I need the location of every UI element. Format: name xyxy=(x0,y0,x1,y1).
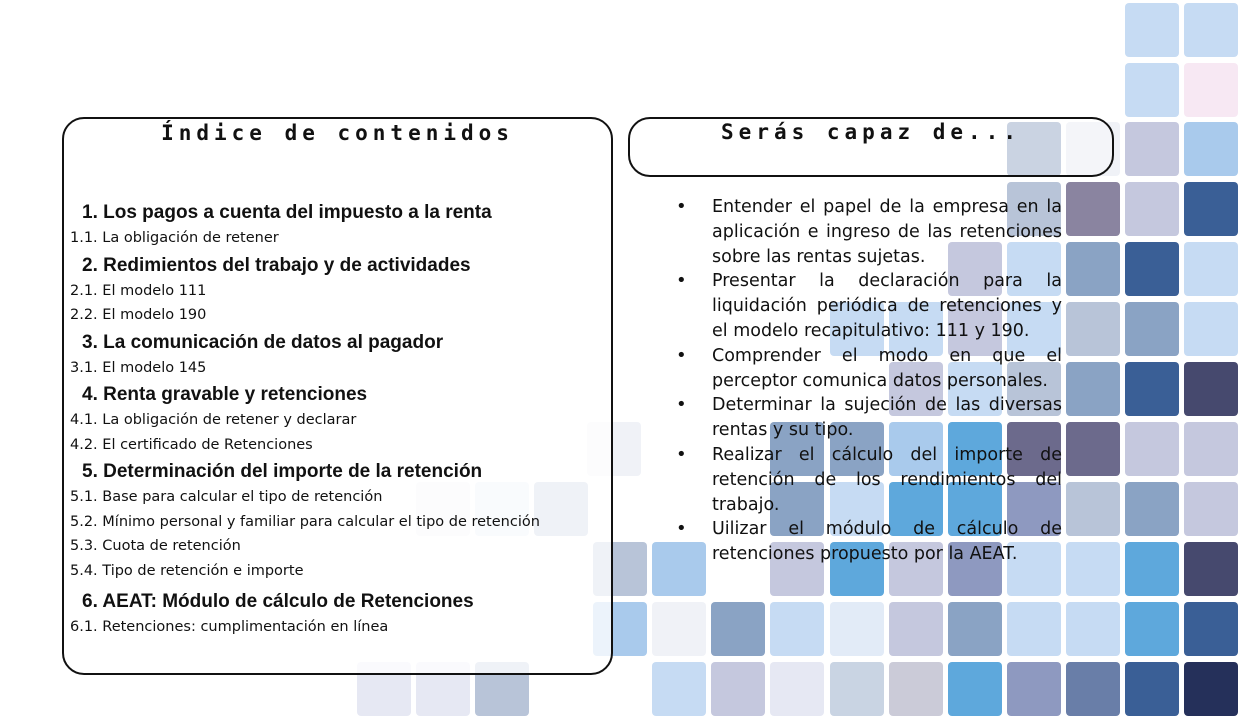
decorative-tile xyxy=(1066,482,1120,536)
decorative-tile xyxy=(652,662,706,716)
decorative-tile xyxy=(1184,542,1238,596)
decorative-tile xyxy=(711,662,765,716)
toc-section xyxy=(70,589,610,640)
toc-section xyxy=(70,330,610,381)
decorative-tile xyxy=(1007,602,1061,656)
decorative-tile xyxy=(1066,602,1120,656)
decorative-tile xyxy=(1125,422,1179,476)
decorative-tile xyxy=(1184,662,1238,716)
decorative-tile xyxy=(1184,242,1238,296)
goals-heading-panel xyxy=(628,117,1114,177)
decorative-tile xyxy=(830,662,884,716)
decorative-tile xyxy=(1066,242,1120,296)
decorative-tile xyxy=(1125,602,1179,656)
decorative-tile xyxy=(1184,422,1238,476)
decorative-tile xyxy=(1184,482,1238,536)
decorative-tile xyxy=(770,662,824,716)
decorative-tile xyxy=(1125,63,1179,117)
toc-subitem: 2.2. El modelo 190 xyxy=(70,307,207,323)
toc-section-title: 4. Renta gravable y retenciones xyxy=(82,384,368,405)
toc-subitem: 5.3. Cuota de retención xyxy=(70,538,241,554)
decorative-tile xyxy=(889,662,943,716)
decorative-tile xyxy=(1066,542,1120,596)
goal-item: • Realizar el cálculo del importe de retención de los rendimientos del trabajo. xyxy=(672,443,1062,517)
decorative-tile xyxy=(711,602,765,656)
goal-item: • Entender el papel de la empresa en la aplicación e ingreso de las retenciones sobre las rentas sujetas. xyxy=(672,195,1062,269)
toc-section-title: 1. Los pagos a cuenta del impuesto a la renta xyxy=(82,202,492,223)
decorative-tile xyxy=(889,602,943,656)
toc-list xyxy=(70,200,610,640)
decorative-tile xyxy=(1125,182,1179,236)
toc-section xyxy=(70,253,610,328)
decorative-tile xyxy=(1184,362,1238,416)
toc-subitem: 5.2. Mínimo personal y familiar para calcular el tipo de retención xyxy=(70,513,540,530)
goal-item: • Presentar la declaración para la liquidación periódica de retenciones y el modelo recapitulativo: 111 y 190. xyxy=(672,269,1062,343)
decorative-tile xyxy=(1184,122,1238,176)
toc-section xyxy=(70,459,610,583)
toc-subitem: 4.2. El certificado de Retenciones xyxy=(70,436,313,453)
decorative-tile xyxy=(1125,362,1179,416)
toc-subitem: 4.1. La obligación de retener y declarar xyxy=(70,412,357,428)
decorative-tile xyxy=(1184,3,1238,57)
decorative-tile xyxy=(770,602,824,656)
decorative-tile xyxy=(1125,302,1179,356)
decorative-tile xyxy=(948,602,1002,656)
goal-item: • Determinar la sujeción de las diversas rentas y su tipo. xyxy=(672,393,1062,443)
decorative-tile xyxy=(1125,482,1179,536)
toc-section-title: 3. La comunicación de datos al pagador xyxy=(82,331,444,353)
decorative-tile xyxy=(1125,662,1179,716)
decorative-tile xyxy=(1066,362,1120,416)
toc-section xyxy=(70,382,610,457)
decorative-tile xyxy=(1125,122,1179,176)
toc-heading: Índice de contenidos xyxy=(161,121,514,145)
decorative-tile xyxy=(1184,602,1238,656)
decorative-tile xyxy=(1184,182,1238,236)
toc-section xyxy=(70,200,610,251)
decorative-tile xyxy=(1125,542,1179,596)
decorative-tile xyxy=(652,602,706,656)
toc-subitem: 5.1. Base para calcular el tipo de retención xyxy=(70,489,383,505)
toc-subitem: 2.1. El modelo 111 xyxy=(70,282,207,299)
goals-list xyxy=(672,195,1062,567)
goal-item: • Uilizar el módulo de cálculo de retenciones propuesto por la AEAT. xyxy=(672,517,1062,567)
goals-heading: Serás capaz de... xyxy=(721,120,1021,144)
decorative-tile xyxy=(1066,422,1120,476)
decorative-tile xyxy=(1066,182,1120,236)
toc-section-title: 2. Redimientos del trabajo y de actividades xyxy=(82,254,471,276)
toc-section-title: 6. AEAT: Módulo de cálculo de Retenciones xyxy=(82,591,474,612)
decorative-tile xyxy=(948,662,1002,716)
decorative-tile xyxy=(830,602,884,656)
decorative-tile xyxy=(1184,63,1238,117)
toc-subitem: 5.4. Tipo de retención e importe xyxy=(70,562,304,579)
goal-item: • Comprender el modo en que el perceptor comunica datos personales. xyxy=(672,344,1062,394)
toc-subitem: 6.1. Retenciones: cumplimentación en línea xyxy=(70,619,389,635)
decorative-tile xyxy=(1125,242,1179,296)
toc-subitem: 1.1. La obligación de retener xyxy=(70,230,279,246)
decorative-tile xyxy=(1066,302,1120,356)
decorative-tile xyxy=(1007,662,1061,716)
decorative-tile xyxy=(1066,662,1120,716)
decorative-tile xyxy=(1125,3,1179,57)
toc-section-title: 5. Determinación del importe de la retención xyxy=(82,461,483,482)
toc-subitem: 3.1. El modelo 145 xyxy=(70,359,207,376)
decorative-tile xyxy=(1184,302,1238,356)
